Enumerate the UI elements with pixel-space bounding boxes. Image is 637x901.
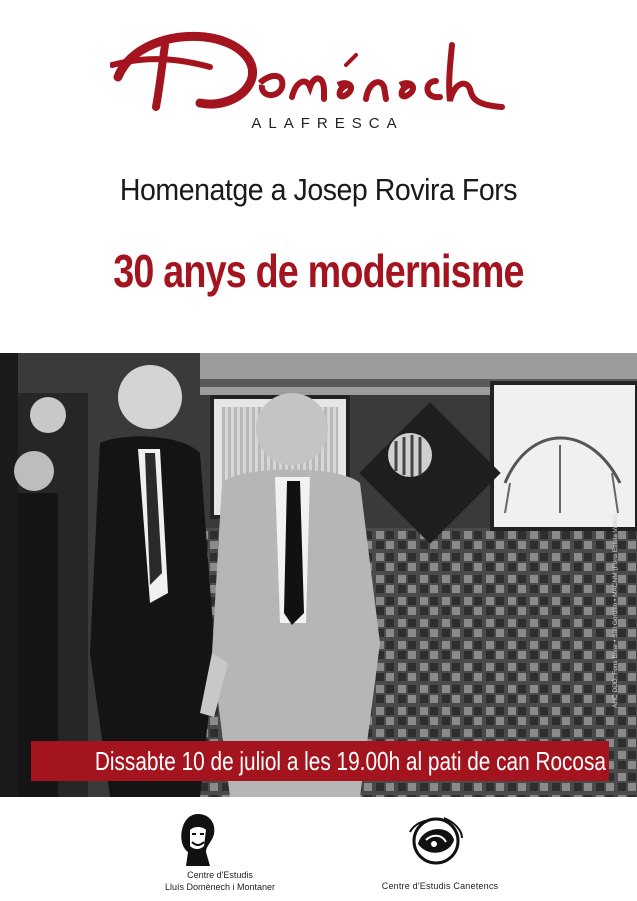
organizer-1-line2: Lluís Domènech i Montaner xyxy=(164,882,276,892)
event-title: 30 anys de modernisme xyxy=(113,245,524,297)
event-date-text: Dissabte 10 de juliol a les 19.00h al pati de can Rocosa xyxy=(94,746,606,776)
historic-photo xyxy=(0,353,637,797)
domenech-portrait-icon xyxy=(176,812,220,868)
organizer-1-line1: Centre d'Estudis xyxy=(187,870,253,880)
organizer-canetencs xyxy=(350,810,530,900)
domenech-signature-logo xyxy=(110,25,505,125)
photo-credit: AHC DDD: Fons Bivar • Sall Gordillo • MACNM (Fons Estela Valler) xyxy=(612,513,619,708)
header-logo xyxy=(0,0,637,150)
organizer-domenech xyxy=(120,808,320,898)
logo-tagline: ALAFRESCA xyxy=(251,115,404,132)
organizer-2-name: Centre d'Estudis Canetencs xyxy=(381,881,499,891)
event-subtitle: Homenatge a Josep Rovira Fors xyxy=(119,172,518,207)
canetencs-emblem-icon xyxy=(404,814,468,868)
event-date-banner xyxy=(31,741,609,781)
photo-illustration xyxy=(0,353,637,797)
